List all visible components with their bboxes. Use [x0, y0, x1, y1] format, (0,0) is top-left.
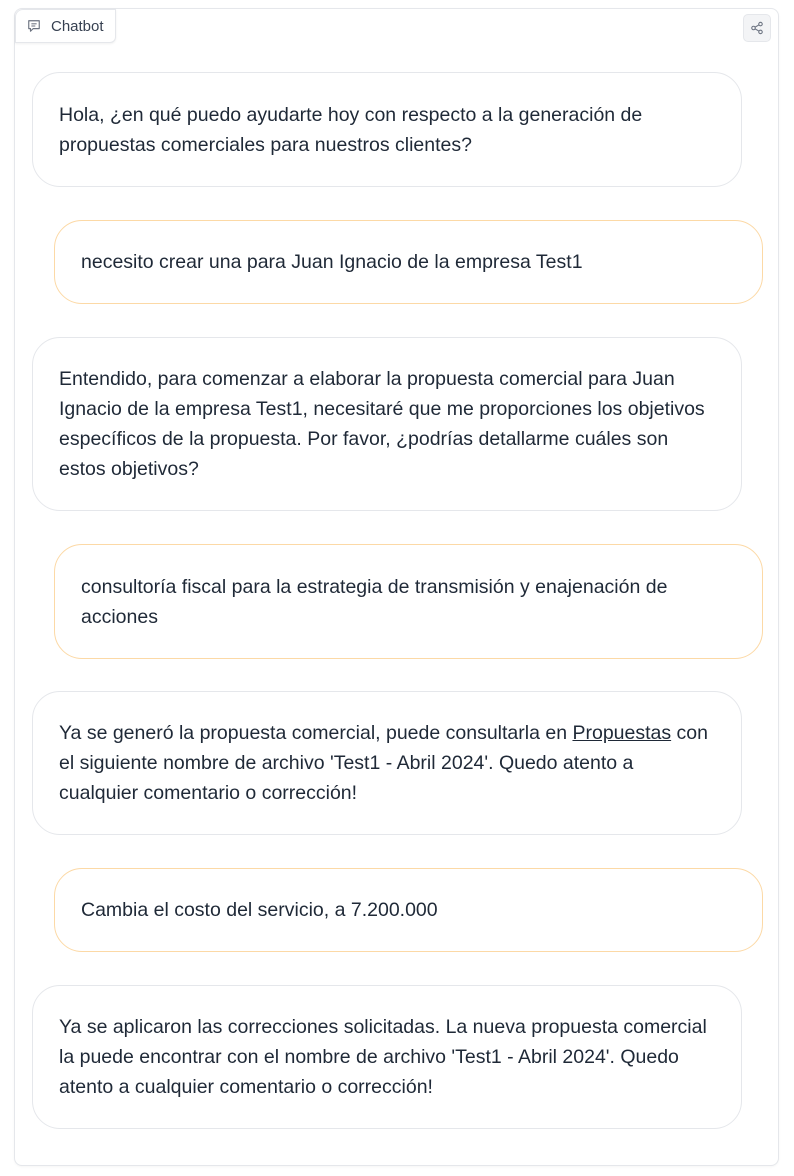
chatbot-label	[15, 9, 116, 43]
message-text: Hola, ¿en qué puedo ayudarte hoy con respecto a la generación de propuestas comerciales para nuestros clientes?	[59, 103, 643, 156]
bot-message	[32, 691, 742, 835]
chatbot-label-text: Chatbot	[51, 17, 104, 35]
message-text: Cambia el costo del servicio, a 7.200.000	[81, 899, 438, 921]
bot-message	[32, 985, 742, 1129]
bot-message	[32, 72, 742, 187]
share-button[interactable]	[743, 14, 771, 42]
message-text-before: Ya se generó la propuesta comercial, puede consultarla en	[59, 722, 573, 744]
message-text: consultoría fiscal para la estrategia de transmisión y enajenación de acciones	[81, 575, 668, 628]
propuestas-link[interactable]: Propuestas	[572, 722, 672, 744]
message-text: necesito crear una para Juan Ignacio de la empresa Test1	[81, 251, 583, 273]
message-text: Ya se aplicaron las correcciones solicitadas. La nueva propuesta comercial la puede encontrar con el nombre de archivo 'Test1 - Abril 2024'. Quedo atento a cualquier comentario o corrección!	[59, 1016, 707, 1098]
message-text: Entendido, para comenzar a elaborar la propuesta comercial para Juan Ignacio de la empresa Test1, necesitaré que me proporciones los objetivos específicos de la propuesta. Por favor, ¿podrías detallarme cuáles son estos objetivos?	[59, 368, 705, 480]
message-text	[59, 718, 715, 808]
message-text-after: con el siguiente nombre de archivo 'Test1 - Abril 2024'. Quedo atento a cualquier comentario o corrección!	[59, 722, 708, 804]
user-message	[54, 868, 763, 952]
user-message	[54, 544, 763, 659]
user-message	[54, 220, 763, 304]
chat-bubble-icon	[27, 19, 41, 33]
share-icon	[750, 21, 764, 35]
chatbot-panel	[14, 8, 779, 1166]
bot-message	[32, 337, 742, 511]
